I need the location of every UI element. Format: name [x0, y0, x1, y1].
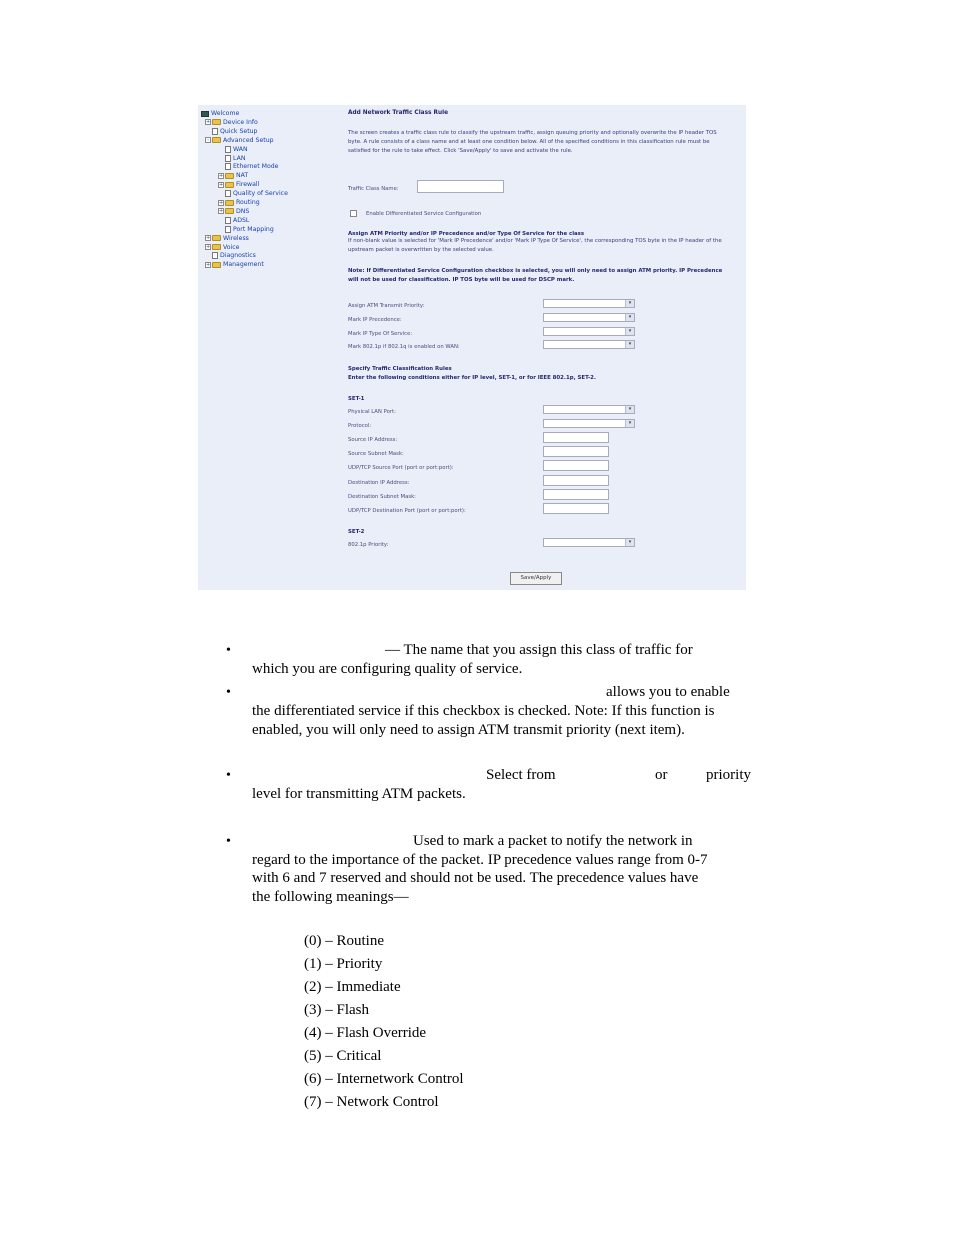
- tree-item-label: Quality of Service: [233, 190, 288, 198]
- b3-line2: level for transmitting ATM packets.: [252, 786, 466, 802]
- chevron-down-icon[interactable]: ▾: [625, 539, 634, 546]
- expander-icon[interactable]: +: [219, 208, 224, 215]
- tree-item[interactable]: [205, 234, 249, 243]
- page-icon: [212, 252, 218, 259]
- expander-icon[interactable]: +: [206, 119, 211, 126]
- b1-line1: — The name that you assign this class of traffic for: [385, 642, 693, 658]
- expander-icon[interactable]: +: [206, 261, 211, 268]
- text-input[interactable]: [543, 503, 609, 514]
- page-icon: [225, 217, 231, 224]
- tree-item-label: Routing: [236, 199, 260, 206]
- select-dropdown[interactable]: [543, 538, 635, 547]
- set1-label: SET-1: [348, 396, 365, 402]
- tree-item-label: Wireless: [223, 234, 249, 242]
- expander-icon[interactable]: +: [206, 244, 211, 250]
- precedence-item: (4) – Flash Override: [304, 1025, 427, 1041]
- folder-icon: [212, 235, 221, 241]
- tree-item-label: Diagnostics: [220, 252, 256, 260]
- tree-item-label: LAN: [233, 154, 246, 162]
- tree-item-label: NAT: [236, 172, 249, 180]
- rules-heading: Specify Traffic Classification Rules: [348, 366, 452, 372]
- tree-item-label: Ethernet Mode: [233, 163, 279, 171]
- field-label: Mark 802.1p if 802.1q is enabled on WAN:: [348, 344, 460, 351]
- precedence-item: (1) – Priority: [304, 956, 383, 972]
- precedence-item: (6) – Internetwork Control: [304, 1071, 464, 1087]
- bullet: •: [226, 768, 231, 783]
- tree-item-label: Advanced Setup: [223, 136, 274, 144]
- tree-item-label: Welcome: [211, 110, 240, 117]
- field-label: Source IP Address:: [348, 437, 398, 443]
- text-input[interactable]: [543, 432, 609, 443]
- assign-desc: If non-blank value is selected for 'Mark IP Precedence' and/or 'Mark IP Type Of Service', the corresponding TOS byte in the IP header of the upstream packet is overwritten by the selected value.: [348, 238, 722, 253]
- tree-item-label: Firewall: [236, 181, 260, 189]
- class-name-input[interactable]: [417, 180, 504, 193]
- bullet: •: [226, 834, 231, 849]
- folder-icon: [212, 262, 221, 268]
- expander-icon[interactable]: +: [219, 181, 224, 188]
- folder-icon: [212, 137, 221, 143]
- chevron-down-icon[interactable]: ▾: [625, 406, 634, 413]
- tree-item-label: Voice: [223, 243, 240, 251]
- diffserv-label: Enable Differentiated Service Configuration: [366, 211, 482, 217]
- field-label: UDP/TCP Source Port (port or port:port):: [348, 465, 454, 471]
- field-label: Physical LAN Port:: [348, 409, 396, 415]
- precedence-item: (0) – Routine: [304, 933, 384, 949]
- chevron-down-icon[interactable]: ▾: [625, 314, 634, 321]
- expander-icon[interactable]: +: [219, 199, 224, 206]
- select-dropdown[interactable]: [543, 405, 635, 414]
- monitor-icon: [201, 111, 209, 117]
- tree-item[interactable]: [205, 118, 258, 127]
- tree-item[interactable]: [218, 145, 248, 154]
- b4-line3: with 6 and 7 reserved and should not be used. The precedence values have: [252, 870, 699, 886]
- text-input[interactable]: [543, 475, 609, 486]
- bullet: •: [226, 685, 231, 700]
- tree-item-label: DNS: [236, 207, 250, 215]
- b2-line1: allows you to enable: [606, 684, 730, 700]
- folder-icon: [225, 200, 234, 206]
- form-title: Add Network Traffic Class Rule: [348, 110, 449, 116]
- b3-part-b: or: [655, 767, 668, 783]
- b4-line2: regard to the importance of the packet. IP precedence values range from 0-7: [252, 852, 708, 868]
- assign-heading: Assign ATM Priority and/or IP Precedence and/or Type Of Service for the class: [348, 231, 585, 237]
- folder-icon: [225, 182, 234, 188]
- field-label: UDP/TCP Destination Port (port or port:port):: [348, 508, 466, 514]
- field-label: Mark IP Type Of Service:: [348, 330, 413, 337]
- text-input[interactable]: [543, 446, 609, 457]
- folder-icon: [225, 208, 234, 214]
- tree-item[interactable]: [218, 154, 245, 163]
- tree-item-label: ADSL: [233, 216, 250, 224]
- select-dropdown[interactable]: [543, 313, 635, 322]
- tree-item[interactable]: [218, 216, 249, 225]
- page-icon: [225, 226, 231, 233]
- b2-line3: enabled, you will only need to assign ATM transmit priority (next item).: [252, 722, 685, 738]
- b3-part-c: priority: [706, 767, 751, 783]
- rules-desc: Enter the following conditions either for IP level, SET-1, or for IEEE 802.1p, SET-2.: [348, 375, 596, 381]
- precedence-item: (7) – Network Control: [304, 1094, 439, 1110]
- page-icon: [225, 146, 231, 153]
- field-label: Assign ATM Transmit Priority:: [348, 303, 425, 309]
- select-dropdown[interactable]: [543, 419, 635, 428]
- field-label: 802.1p Priority:: [348, 542, 389, 548]
- diffserv-note: Note: If Differentiated Service Configuration checkbox is selected, you will only need to assign ATM priority. IP Precedence will not be used for classification. IP TOS byte will be used for DSCP mark.: [348, 268, 723, 283]
- select-dropdown[interactable]: [543, 340, 635, 349]
- tree-item[interactable]: [205, 127, 257, 136]
- tree-item[interactable]: [205, 136, 274, 145]
- tree-item-label: Port Mapping: [233, 225, 274, 233]
- expander-icon[interactable]: +: [219, 172, 224, 179]
- chevron-down-icon[interactable]: ▾: [625, 328, 634, 335]
- tree-item[interactable]: [218, 180, 259, 189]
- chevron-down-icon[interactable]: ▾: [625, 341, 634, 348]
- tree-item[interactable]: [201, 109, 239, 118]
- page-icon: [212, 128, 218, 135]
- field-label: Destination Subnet Mask:: [348, 494, 416, 500]
- select-dropdown[interactable]: [543, 327, 635, 336]
- tree-item[interactable]: [205, 260, 264, 269]
- folder-icon: [212, 244, 221, 250]
- field-label: Protocol:: [348, 423, 372, 429]
- precedence-item: (2) – Immediate: [304, 979, 401, 995]
- tree-item[interactable]: [218, 225, 274, 234]
- field-label: Destination IP Address:: [348, 480, 410, 486]
- tree-item[interactable]: [205, 243, 239, 252]
- set2-label: SET-2: [348, 529, 365, 535]
- page-icon: [225, 155, 231, 162]
- page-icon: [225, 163, 231, 170]
- precedence-item: (5) – Critical: [304, 1048, 382, 1064]
- precedence-item: (3) – Flash: [304, 1002, 369, 1018]
- chevron-down-icon[interactable]: ▾: [625, 420, 634, 427]
- tree-item[interactable]: [218, 162, 278, 171]
- b4-line1: Used to mark a packet to notify the network in: [413, 833, 693, 849]
- tree-item-label: Management: [223, 261, 264, 269]
- tree-item[interactable]: [218, 207, 249, 216]
- bullet: •: [226, 643, 231, 658]
- router-screenshot: [198, 105, 746, 590]
- class-name-label: Traffic Class Name:: [348, 186, 399, 192]
- b2-line2: the differentiated service if this checkbox is checked. Note: If this function is: [252, 703, 715, 719]
- tree-item[interactable]: [218, 198, 260, 207]
- select-dropdown[interactable]: [543, 299, 635, 308]
- field-label: Source Subnet Mask:: [348, 451, 404, 457]
- form-intro: The screen creates a traffic class rule to classify the upstream traffic, assign queuing priority and optionally overwrite the IP header TOS byte. A rule consists of a class name and at least one condition below. All of the specified conditions in this classification rule must be satisfied for the rule to take effect. Click 'Save/Apply' to save and activate the rule.: [348, 130, 717, 154]
- tree-item-label: WAN: [233, 145, 248, 153]
- tree-item-label: Device Info: [223, 118, 258, 126]
- tree-item[interactable]: [205, 251, 256, 260]
- b3-part-a: Select from: [486, 767, 556, 783]
- text-input[interactable]: [543, 460, 609, 471]
- folder-icon: [225, 173, 234, 179]
- expander-icon[interactable]: +: [206, 235, 211, 242]
- b4-line4: the following meanings—: [252, 889, 409, 905]
- chevron-down-icon[interactable]: ▾: [625, 300, 634, 307]
- tree-item[interactable]: [218, 171, 248, 180]
- expander-icon[interactable]: -: [205, 137, 211, 143]
- save-apply-button[interactable]: Save/Apply: [510, 572, 562, 585]
- page-icon: [225, 190, 231, 197]
- folder-icon: [212, 119, 221, 125]
- tree-item[interactable]: [218, 189, 288, 198]
- diffserv-checkbox[interactable]: [350, 210, 357, 217]
- tree-item-label: Quick Setup: [220, 127, 258, 135]
- field-label: Mark IP Precedence:: [348, 316, 402, 323]
- b1-line2: which you are configuring quality of service.: [252, 661, 523, 677]
- text-input[interactable]: [543, 489, 609, 500]
